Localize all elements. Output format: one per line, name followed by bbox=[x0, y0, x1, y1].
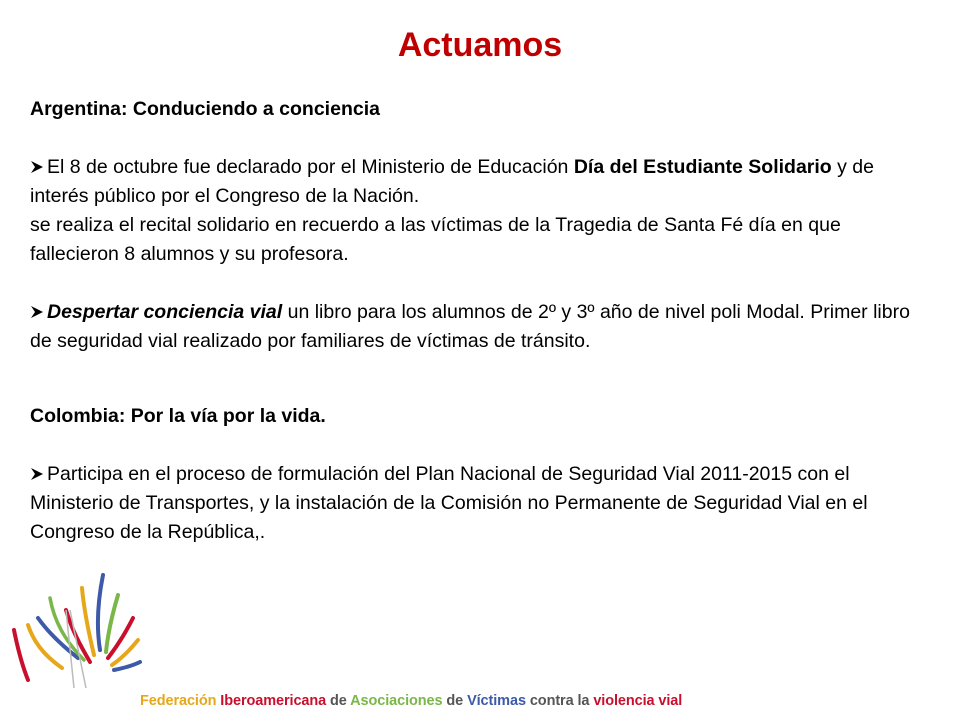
bullet-item-colombia-1 bbox=[30, 460, 935, 547]
footer-word: de bbox=[446, 693, 464, 709]
footer-organization-name bbox=[140, 693, 682, 709]
footer-word: Víctimas bbox=[467, 693, 526, 709]
footer-word: Iberoamericana bbox=[220, 693, 327, 709]
spacer bbox=[30, 431, 935, 460]
bullet-item-argentina-2 bbox=[30, 298, 935, 356]
spacer bbox=[30, 269, 935, 298]
footer-word: de bbox=[330, 693, 347, 709]
federation-logo-icon bbox=[8, 570, 143, 690]
arrow-bullet-icon bbox=[30, 152, 47, 181]
footer-word: Asociaciones bbox=[350, 693, 443, 709]
page-title: Actuamos bbox=[397, 26, 563, 64]
footer-word: violencia vial bbox=[593, 693, 683, 709]
footer-word: Federación bbox=[140, 693, 217, 709]
section-heading-colombia: Colombia: Por la vía por la vida. bbox=[30, 405, 326, 427]
section-heading-argentina: Argentina: Conduciendo a conciencia bbox=[30, 98, 380, 120]
footer-word: contra la bbox=[529, 693, 590, 709]
bullet-bold-italic-text: Despertar conciencia vial bbox=[47, 301, 283, 323]
spacer bbox=[30, 356, 935, 402]
bullet-bold-text: Día del Estudiante Solidario bbox=[573, 156, 832, 178]
spacer bbox=[30, 124, 935, 153]
bullet-text: y de interés público por el Congreso de la Nación. bbox=[30, 156, 874, 207]
bullet-text: El 8 de octubre fue declarado por el Ministerio de Educación bbox=[47, 156, 574, 178]
paragraph-text: se realiza el recital solidario en recuerdo a las víctimas de la Tragedia de Santa Fé día en que fallecieron 8 alumnos y su profesora. bbox=[30, 214, 841, 265]
arrow-bullet-icon bbox=[30, 297, 47, 326]
arrow-bullet-icon bbox=[30, 459, 47, 488]
slide-content bbox=[30, 95, 935, 547]
bullet-item-argentina-1 bbox=[30, 153, 935, 211]
bullet-text: un libro para los alumnos de 2º y 3º año de nivel poli Modal. Primer libro de seguridad vial realizado por familiares de víctimas de tránsito. bbox=[30, 301, 910, 352]
bullet-text: Participa en el proceso de formulación del Plan Nacional de Seguridad Vial 2011-2015 con el Ministerio de Transportes, y la instalación de la Comisión no Permanente de Seguridad Vial en el Congreso de la República,. bbox=[30, 463, 868, 543]
